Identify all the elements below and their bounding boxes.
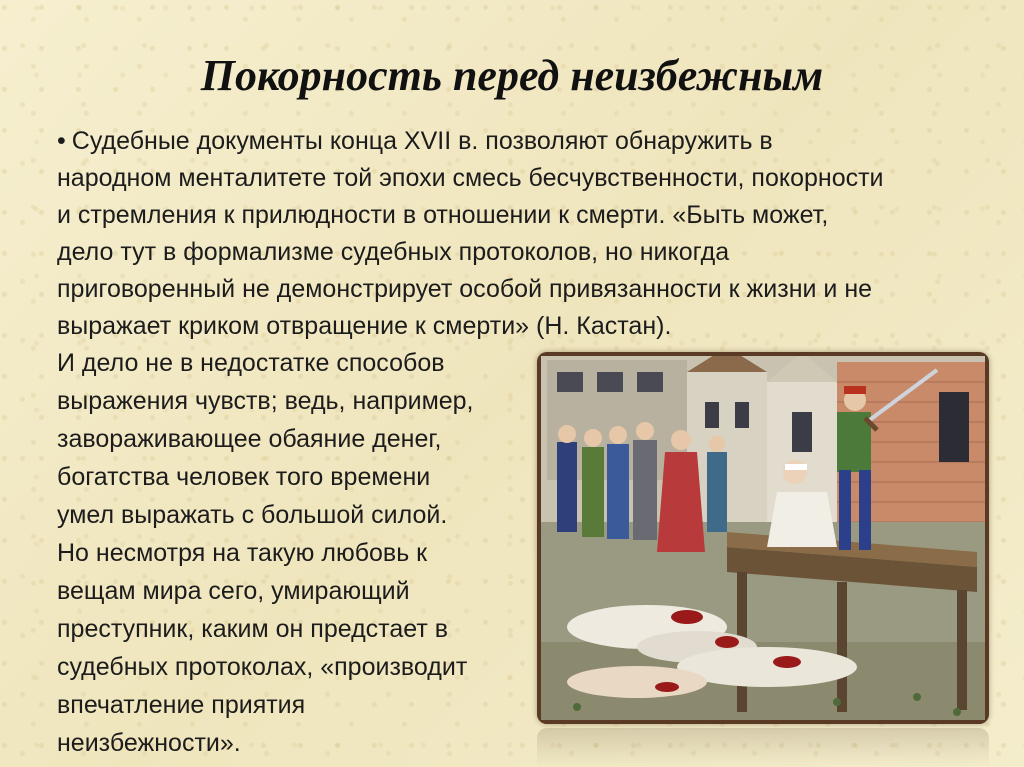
side-text-line: выражения чувств; ведь, например,	[57, 387, 474, 415]
side-text-line: неизбежности».	[57, 729, 241, 757]
side-text-line: впечатление приятия	[57, 691, 306, 719]
paragraph-line: народном менталитете той эпохи смесь бесчувственности, покорности	[57, 164, 884, 192]
paragraph-line: дело тут в формализме судебных протоколов, но никогда	[57, 238, 730, 266]
side-text-line: умел выражать с большой силой.	[57, 501, 448, 529]
paragraph-line: приговоренный не демонстрирует особой привязанности к жизни и не	[57, 275, 873, 303]
paragraph-line: • Судебные документы конца XVII в. позволяют обнаружить в	[57, 127, 773, 155]
side-text-line: вещам мира сего, умирающий	[57, 577, 410, 605]
miniature-illustration	[537, 352, 989, 724]
intro-paragraph	[57, 123, 1017, 345]
side-text	[57, 344, 537, 762]
execution-miniature-image	[537, 352, 989, 724]
side-text-line: богатства человек того времени	[57, 463, 431, 491]
side-text-line: Но несмотря на такую любовь к	[57, 539, 428, 567]
side-text-line: завораживающее обаяние денег,	[57, 425, 442, 453]
side-text-line: судебных протоколах, «производит	[57, 653, 468, 681]
paragraph-line: и стремления к прилюдности в отношении к смерти. «Быть может,	[57, 201, 829, 229]
bullet-marker: •	[57, 127, 66, 155]
slide-title: Покорность перед неизбежным	[200, 51, 824, 100]
side-text-line: И дело не в недостатке способов	[57, 349, 445, 377]
paragraph-line: выражает криком отвращение к смерти» (Н. Кастан).	[57, 312, 672, 340]
image-reflection	[537, 728, 989, 767]
side-text-line: преступник, каким он предстает в	[57, 615, 449, 643]
